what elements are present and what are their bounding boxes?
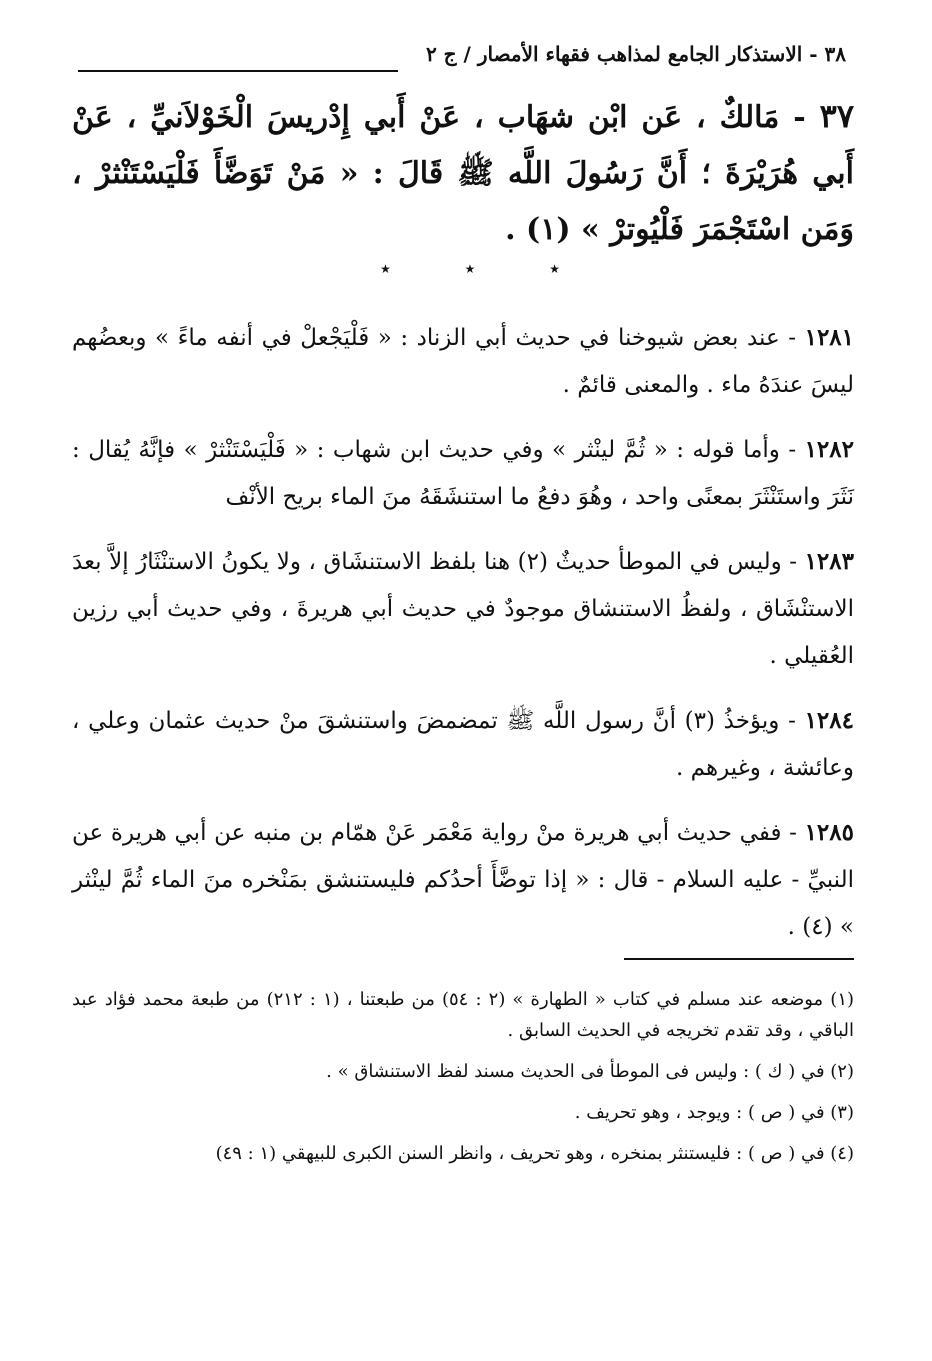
paragraph-1285 — [72, 809, 854, 951]
paragraph-number: ١٢٨٤ — [804, 707, 854, 734]
paragraph-text: - وليس في الموطأ حديثٌ (٢) هنا بلفظ الاستنشَاق ، ولا يكونُ الاستنْثَارُ إلاَّ بعدَ الاستنْشَاق ، ولفظُ الاستنشاق موجودٌ في حديث أبي هريرةَ ، وفي حديث أبي رزين العُقيلي . — [72, 549, 854, 669]
paragraph-text: - عند بعض شيوخنا في حديث أبي الزناد : « فَلْيَجْعلْ في أنفه ماءً » وبعضُهم ليسَ عندَهُ ماء . والمعنى قائمٌ . — [72, 325, 854, 398]
footnotes — [72, 984, 854, 1179]
paragraph-text: - وأما قوله : « ثُمَّ لينْثر » وفي حديث ابن شهاب : « فَلْيَسْتَنْثرْ » فإنَّهُ يُقال : نَثَرَ واستَنْثَرَ بمعنًى واحد ، وهُوَ دفعُ ما استنشَقَهُ منَ الماء بريح الأنْف — [72, 437, 854, 510]
paragraph-1283 — [72, 538, 854, 680]
paragraph-text: - ويؤخذُ (٣) أنَّ رسول اللَّه ﷺ تمضمضَ واستنشقَ منْ حديث عثمان وعلي ، وعائشة ، وغيرهم . — [72, 708, 854, 781]
footnote-4: (٤) في ( ص ) : فليستنثر بمنخره ، وهو تحريف ، وانظر السنن الكبرى للبيهقي (١ : ٤٩) — [215, 1143, 854, 1164]
paragraph-1282 — [72, 426, 854, 521]
star-ornament-icon: ٭ — [380, 256, 391, 280]
footnote-2: (٢) في ( ك ) : وليس فى الموطأ فى الحديث مسند لفظ الاستنشاق » . — [326, 1061, 854, 1082]
paragraph-1284 — [72, 697, 854, 792]
hadith-text: - مَالكٌ ، عَن ابْن شهَاب ، عَنْ أَبي إِدْريسَ الْخَوْلاَنيِّ ، عَنْ أَبي هُرَيْرَةَ ؛ أَنَّ رَسُولَ اللَّه ﷺ قَالَ : « مَنْ تَوَضَّأَ فَلْيَسْتَنْثرْ ، وَمَن اسْتَجْمَرَ فَلْيُوترْ » (١) . — [72, 100, 854, 247]
paragraph-number: ١٢٨٥ — [804, 819, 854, 846]
paragraph-number: ١٢٨٢ — [804, 436, 854, 463]
hadith-number: ٣٧ — [819, 97, 854, 135]
paragraph-text: - ففي حديث أبي هريرة منْ رواية مَعْمَر عَنْ همّام بن منبه عن أبي هريرة عن النبيِّ - عليه السلام - قال : « إذا توضَّأَ أحدُكم فليستنشق بمَنْخره منَ الماء ثُمَّ لينْثر » (٤) . — [72, 820, 854, 940]
footnote-3: (٣) في ( ص ) : ويوجد ، وهو تحريف . — [574, 1102, 854, 1123]
paragraph-number: ١٢٨٣ — [804, 548, 854, 575]
star-ornament-icon: ٭ — [464, 256, 476, 280]
running-header: ٣٨ - الاستذكار الجامع لمذاهب فقهاء الأمصار / ج ٢ — [425, 42, 846, 66]
paragraph-1281 — [72, 314, 854, 409]
section-divider — [380, 256, 560, 280]
paragraph-number: ١٢٨١ — [804, 324, 855, 351]
commentary-body — [72, 314, 854, 968]
footnote-rule — [624, 958, 854, 960]
hadith-37 — [72, 88, 854, 258]
star-ornament-icon: ٭ — [549, 256, 560, 280]
header-rule — [78, 70, 398, 72]
footnote-1: (١) موضعه عند مسلم في كتاب « الطهارة » (٢ : ٥٤) من طبعتنا ، (١ : ٢١٢) من طبعة محمد فؤاد عبد الباقي ، وقد تقدم تخريجه في الحديث السابق . — [72, 989, 855, 1041]
